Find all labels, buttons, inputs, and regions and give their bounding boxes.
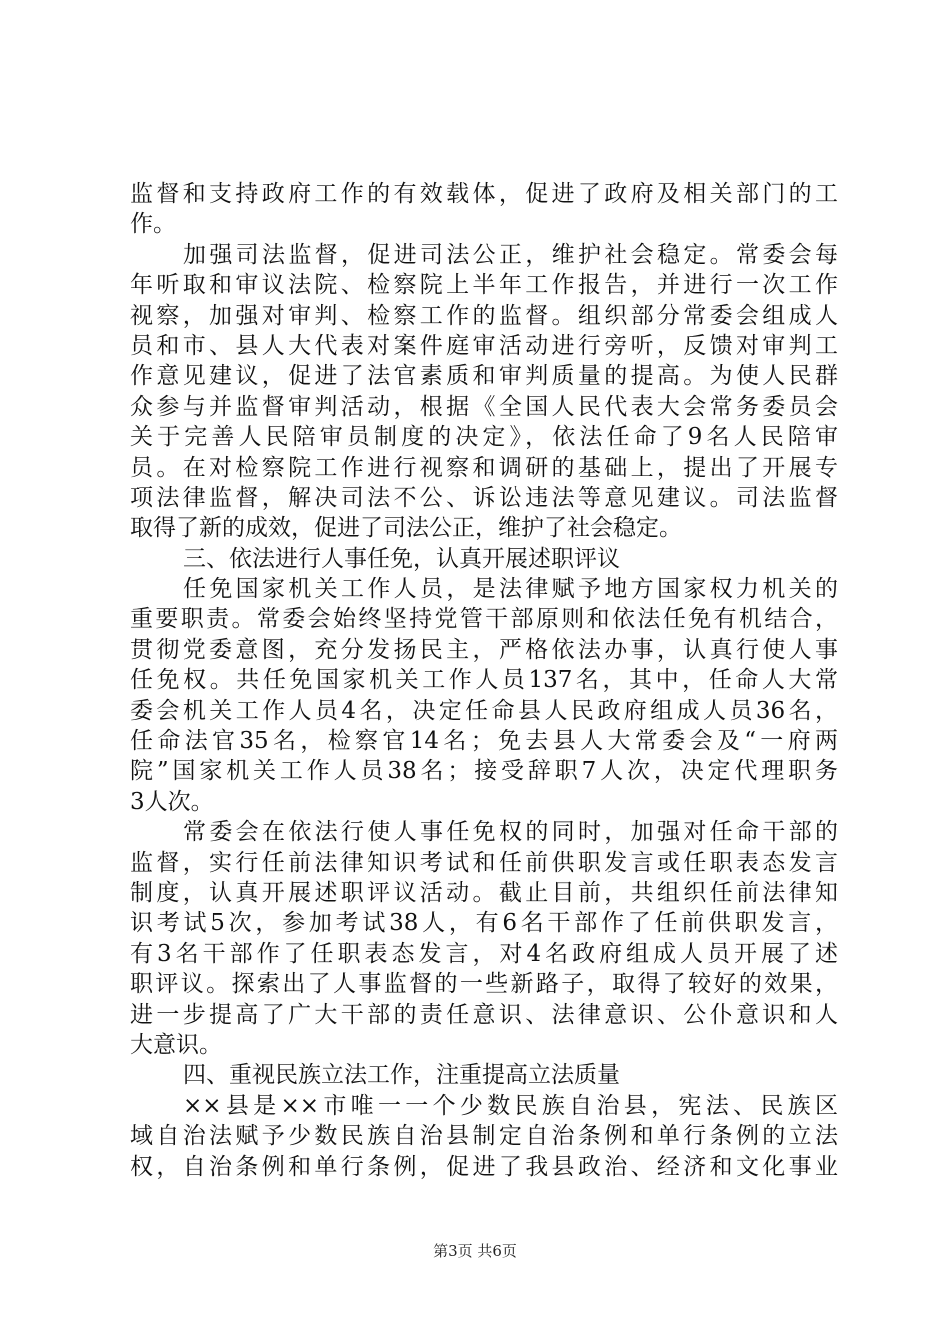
text-line: 制度，认真开展述职评议活动。截止目前，共组织任前法律知 bbox=[130, 879, 838, 906]
text-line: 院”国家机关工作人员38名；接受辞职7人次，决定代理职务 bbox=[130, 758, 838, 785]
text-line: 四、重视民族立法工作，注重提高立法质量 bbox=[183, 1062, 620, 1089]
text-line: 权，自治条例和单行条例，促进了我县政治、经济和文化事业 bbox=[130, 1153, 838, 1180]
text-line: 作意见建议，促进了法官素质和审判质量的提高。为使人民群 bbox=[130, 363, 838, 390]
text-line: 监督，实行任前法律知识考试和任前供职发言或任职表态发言 bbox=[130, 849, 838, 876]
text-line: 常委会在依法行使人事任免权的同时，加强对任命干部的 bbox=[183, 819, 838, 846]
text-line: 三、依法进行人事任免，认真开展述职评议 bbox=[183, 545, 620, 572]
text-line: 域自治法赋予少数民族自治县制定自治条例和单行条例的立法 bbox=[130, 1123, 838, 1150]
text-line: 识考试5次，参加考试38人，有6名干部作了任前供职发言， bbox=[130, 910, 838, 937]
text-line: 委会机关工作人员4名，决定任命县人民政府组成人员36名， bbox=[130, 697, 838, 724]
text-line: 任免权。共任免国家机关工作人员137名，其中，任命人大常 bbox=[130, 667, 838, 694]
text-line: 3人次。 bbox=[130, 788, 214, 815]
text-line: 年听取和审议法院、检察院上半年工作报告，并进行一次工作 bbox=[130, 272, 838, 299]
text-line: 职评议。探索出了人事监督的一些新路子，取得了较好的效果， bbox=[130, 971, 838, 998]
text-line: 视察，加强对审判、检察工作的监督。组织部分常委会组成人 bbox=[130, 302, 838, 329]
text-line: 任命法官35名，检察官14名；免去县人大常委会及“一府两 bbox=[130, 728, 838, 755]
text-line: 重要职责。常委会始终坚持党管干部原则和依法任免有机结合， bbox=[130, 606, 838, 633]
text-line: 员。在对检察院工作进行视察和调研的基础上，提出了开展专 bbox=[130, 454, 838, 481]
text-line: 关于完善人民陪审员制度的决定》，依法任命了9名人民陪审 bbox=[130, 424, 838, 451]
document-body bbox=[130, 179, 838, 1182]
text-line: 贯彻党委意图，充分发扬民主，严格依法办事，认真行使人事 bbox=[130, 636, 838, 663]
text-line: 任免国家机关工作人员，是法律赋予地方国家权力机关的 bbox=[183, 576, 838, 603]
text-line: 取得了新的成效，促进了司法公正，维护了社会稳定。 bbox=[130, 515, 682, 542]
text-line: 进一步提高了广大干部的责任意识、法律意识、公仆意识和人 bbox=[130, 1001, 838, 1028]
text-line: 监督和支持政府工作的有效载体，促进了政府及相关部门的工 bbox=[130, 181, 838, 207]
text-line: 大意识。 bbox=[130, 1031, 222, 1058]
page-number-footer: 第3页 共6页 bbox=[433, 1242, 517, 1260]
text-line: 作。 bbox=[130, 211, 176, 238]
text-line: 有3名干部作了任职表态发言，对4名政府组成人员开展了述 bbox=[130, 940, 838, 967]
text-line: 项法律监督，解决司法不公、诉讼违法等意见建议。司法监督 bbox=[130, 484, 838, 511]
text-line: ××县是××市唯一一个少数民族自治县，宪法、民族区 bbox=[183, 1092, 838, 1119]
text-line: 众参与并监督审判活动，根据《全国人民代表大会常务委员会 bbox=[130, 393, 838, 420]
text-line: 员和市、县人大代表对案件庭审活动进行旁听，反馈对审判工 bbox=[130, 332, 838, 359]
text-line: 加强司法监督，促进司法公正，维护社会稳定。常委会每 bbox=[183, 241, 838, 268]
